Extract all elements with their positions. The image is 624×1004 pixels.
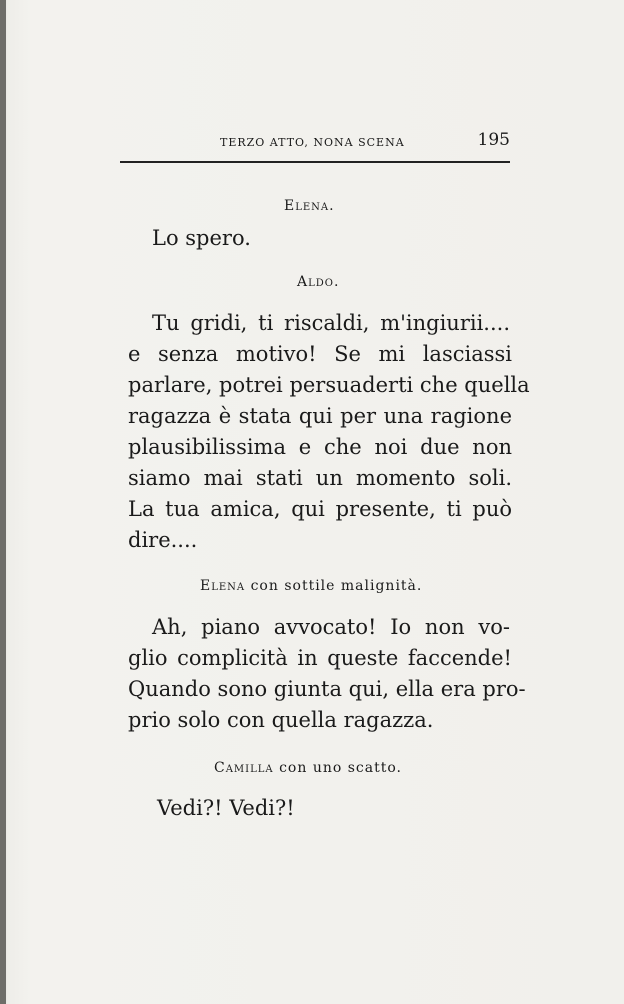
dialogue-line: plausibilissima e che noi due non	[128, 435, 512, 459]
dialogue-line: Tu gridi, ti riscaldi, m'ingiurii....	[152, 311, 510, 335]
dialogue-line: Vedi?! Vedi?!	[157, 796, 295, 820]
stage-direction: con uno scatto.	[279, 760, 402, 776]
page-number: 195	[477, 130, 510, 150]
stage-direction: con sottile malignità.	[250, 578, 423, 594]
dialogue-line: Quando sono giunta qui, ella era pro-	[128, 677, 526, 701]
speaker-name: Elena	[200, 578, 246, 594]
dialogue-line: parlare, potrei persuaderti che quella	[128, 373, 530, 397]
dialogue-line: dire....	[128, 528, 198, 552]
header-rule	[120, 161, 510, 163]
dialogue-line: Ah, piano avvocato! Io non vo-	[152, 615, 510, 639]
dialogue-line: e senza motivo! Se mi lasciassi	[128, 342, 512, 366]
speaker-name: Aldo.	[297, 274, 340, 290]
dialogue-line: prio solo con quella ragazza.	[128, 708, 434, 732]
speaker-elena-direction	[200, 578, 422, 594]
running-title: TERZO ATTO, NONA SCENA	[220, 136, 405, 149]
dialogue-line: glio complicità in queste faccende!	[128, 646, 512, 670]
page-header	[120, 130, 510, 152]
dialogue-line: siamo mai stati un momento soli.	[128, 466, 512, 490]
speaker-name: Elena.	[284, 198, 335, 214]
page-edge	[0, 0, 6, 1004]
speaker-name: Camilla	[214, 760, 274, 776]
speaker-elena	[284, 198, 335, 214]
dialogue-line: Lo spero.	[152, 226, 251, 250]
dialogue-line: ragazza è stata qui per una ragione	[128, 404, 512, 428]
dialogue-line: La tua amica, qui presente, ti può	[128, 497, 512, 521]
speaker-camilla-direction	[214, 760, 402, 776]
speaker-aldo	[297, 274, 339, 290]
